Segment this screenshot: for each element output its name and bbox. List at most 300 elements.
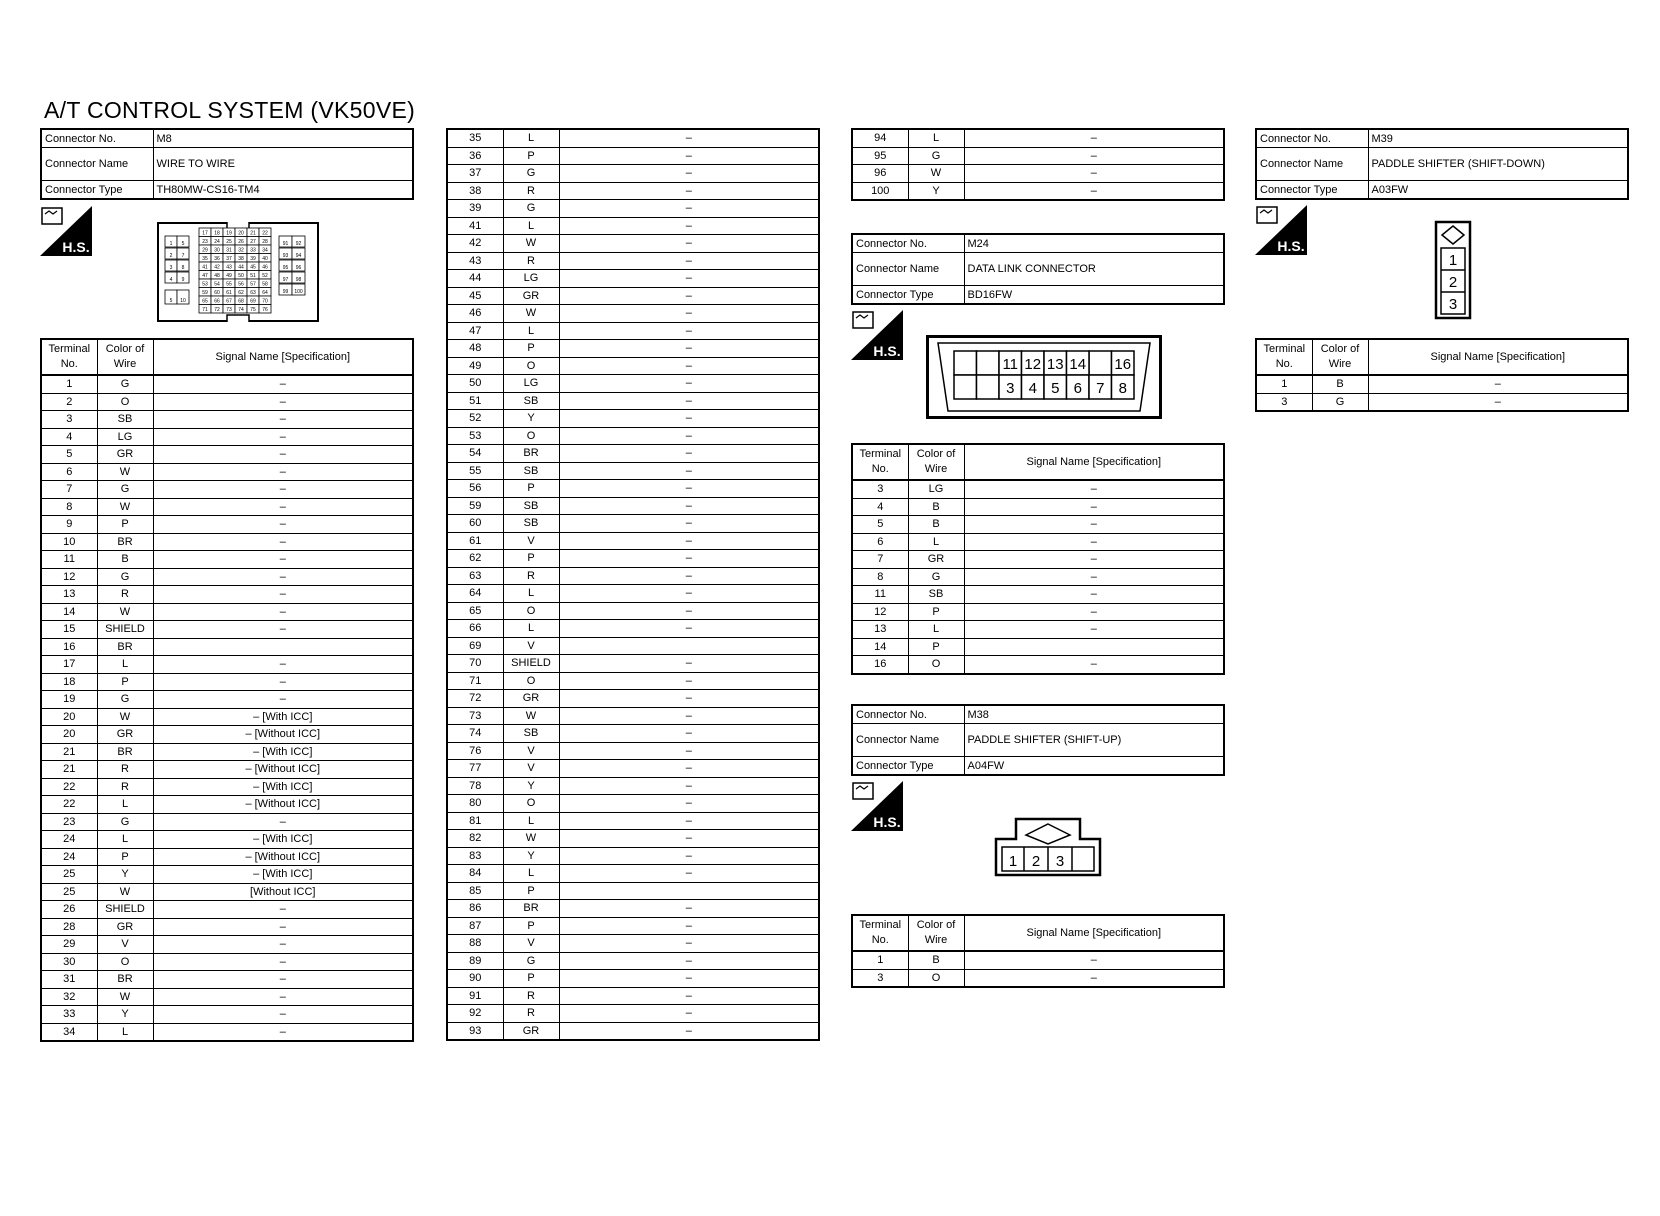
terminal-no-cell: 13 bbox=[41, 586, 97, 604]
m8-terminal-panel-b bbox=[446, 128, 820, 1041]
wire-color-cell: Y bbox=[97, 866, 153, 884]
m8-pin-label: 70 bbox=[262, 298, 268, 305]
signal-name-cell: – bbox=[559, 147, 819, 165]
wire-color-cell: SHIELD bbox=[503, 655, 559, 673]
terminal-no-cell: 62 bbox=[447, 550, 503, 568]
signal-name-cell: – bbox=[153, 673, 413, 691]
table-row bbox=[447, 270, 819, 288]
terminal-no-cell: 72 bbox=[447, 690, 503, 708]
m39-terminal-panel bbox=[1255, 338, 1629, 412]
signal-name-cell: – bbox=[559, 357, 819, 375]
table-row bbox=[447, 182, 819, 200]
wire-color-cell: V bbox=[503, 760, 559, 778]
table-row bbox=[447, 917, 819, 935]
terminal-no-cell: 92 bbox=[447, 1005, 503, 1023]
terminal-no-cell: 3 bbox=[41, 411, 97, 429]
connector-no-label: Connector No. bbox=[41, 129, 153, 148]
terminal-no-cell: 83 bbox=[447, 847, 503, 865]
signal-name-cell: – bbox=[559, 165, 819, 183]
wire-color-cell: P bbox=[908, 603, 964, 621]
wire-color-cell: R bbox=[503, 182, 559, 200]
m24-pin-label: 5 bbox=[1051, 380, 1060, 397]
signal-name-cell: – bbox=[559, 182, 819, 200]
signal-name-cell: – bbox=[153, 463, 413, 481]
table-row bbox=[447, 480, 819, 498]
hs-label: H.S. bbox=[62, 239, 90, 255]
table-row bbox=[41, 848, 413, 866]
signal-name-cell: – bbox=[153, 411, 413, 429]
signal-name-cell: – bbox=[559, 602, 819, 620]
wire-color-cell: P bbox=[97, 516, 153, 534]
table-row bbox=[852, 533, 1224, 551]
m38-panel bbox=[851, 704, 1225, 776]
terminal-no-cell: 47 bbox=[447, 322, 503, 340]
signal-name-cell: – bbox=[559, 795, 819, 813]
wire-color-cell: L bbox=[97, 831, 153, 849]
m8-pin-label: 40 bbox=[262, 256, 268, 262]
m8-pin-label: 20 bbox=[238, 230, 244, 237]
terminal-no-cell: 20 bbox=[41, 726, 97, 744]
m38-connector-diagram bbox=[994, 817, 1102, 877]
wire-color-cell: O bbox=[97, 393, 153, 411]
signal-name-cell: – bbox=[559, 497, 819, 515]
wire-color-cell: W bbox=[97, 603, 153, 621]
table-row bbox=[41, 673, 413, 691]
m8-rows-b bbox=[447, 129, 819, 1040]
table-row bbox=[447, 672, 819, 690]
table-row bbox=[447, 445, 819, 463]
signal-name-cell: – bbox=[559, 707, 819, 725]
table-row bbox=[447, 952, 819, 970]
m24-connector-type: BD16FW bbox=[964, 286, 1224, 305]
m8-terminal-table-b bbox=[446, 128, 820, 1041]
wire-color-cell: GR bbox=[503, 690, 559, 708]
m8-pin-label: 19 bbox=[226, 230, 232, 237]
wire-color-cell: V bbox=[503, 935, 559, 953]
m39-pin-1: 1 bbox=[1448, 252, 1458, 269]
terminal-no-cell: 8 bbox=[852, 568, 908, 586]
terminal-no-cell: 36 bbox=[447, 147, 503, 165]
table-row bbox=[447, 812, 819, 830]
connector-name-label: Connector Name bbox=[852, 253, 964, 286]
wire-color-cell: P bbox=[97, 673, 153, 691]
wire-color-cell: BR bbox=[503, 900, 559, 918]
m8-rows-a bbox=[41, 375, 413, 1041]
wire-color-cell: B bbox=[908, 516, 964, 534]
m8-panel bbox=[40, 128, 414, 200]
signal-name-header: Signal Name [Specification] bbox=[964, 444, 1224, 480]
signal-name-header: Signal Name [Specification] bbox=[964, 915, 1224, 951]
table-row bbox=[41, 883, 413, 901]
wire-color-cell: BR bbox=[503, 445, 559, 463]
wire-color-cell: L bbox=[503, 129, 559, 147]
signal-name-cell: – bbox=[559, 865, 819, 883]
wire-color-cell: O bbox=[503, 672, 559, 690]
signal-name-cell: – bbox=[559, 987, 819, 1005]
m8-pin-label: 73 bbox=[226, 307, 232, 313]
m24-pin-label: 16 bbox=[1114, 356, 1132, 373]
table-row bbox=[447, 357, 819, 375]
signal-name-cell: – bbox=[153, 551, 413, 569]
m8-pin-label: 5 bbox=[181, 241, 185, 247]
terminal-no-cell: 66 bbox=[447, 620, 503, 638]
signal-name-cell: – bbox=[559, 917, 819, 935]
table-row bbox=[41, 866, 413, 884]
wire-color-cell: L bbox=[908, 621, 964, 639]
wire-color-cell: L bbox=[908, 533, 964, 551]
wire-color-cell: P bbox=[503, 917, 559, 935]
table-row bbox=[447, 690, 819, 708]
wire-color-cell: L bbox=[503, 620, 559, 638]
wire-color-cell: G bbox=[503, 200, 559, 218]
connector-name-label: Connector Name bbox=[852, 724, 964, 757]
table-row bbox=[447, 725, 819, 743]
table-row bbox=[41, 901, 413, 919]
terminal-no-cell: 4 bbox=[41, 428, 97, 446]
wire-color-cell: SHIELD bbox=[97, 621, 153, 639]
table-row bbox=[41, 516, 413, 534]
m39-rows bbox=[1256, 375, 1628, 411]
terminal-no-cell: 12 bbox=[41, 568, 97, 586]
signal-name-cell: – bbox=[964, 498, 1224, 516]
m8-pin-label: 26 bbox=[238, 239, 244, 245]
wire-color-cell: SB bbox=[908, 586, 964, 604]
terminal-no-cell: 1 bbox=[1256, 375, 1312, 393]
table-row bbox=[852, 969, 1224, 987]
signal-name-cell: – bbox=[964, 165, 1224, 183]
m8-pin-label: 8 bbox=[181, 265, 185, 271]
signal-name-cell: – bbox=[559, 532, 819, 550]
m38-terminal-table bbox=[851, 914, 1225, 988]
m8-pin-label: 17 bbox=[202, 230, 208, 237]
m8-pin-label: 60 bbox=[214, 290, 220, 296]
signal-name-cell: – bbox=[559, 567, 819, 585]
hs-label: H.S. bbox=[873, 343, 901, 359]
table-row bbox=[447, 987, 819, 1005]
m8-pin-label: 96 bbox=[295, 265, 302, 271]
hs-badge-icon bbox=[40, 206, 92, 256]
wire-color-cell: BR bbox=[97, 533, 153, 551]
m38-connector-no: M38 bbox=[964, 705, 1224, 724]
table-row bbox=[447, 375, 819, 393]
m8-pin-label: 39 bbox=[250, 256, 256, 262]
terminal-no-cell: 14 bbox=[41, 603, 97, 621]
signal-name-cell: – bbox=[559, 129, 819, 147]
m8-pin-label: 21 bbox=[250, 230, 256, 237]
color-of-wire-header: Color of Wire bbox=[908, 444, 964, 480]
terminal-no-cell: 59 bbox=[447, 497, 503, 515]
terminal-no-cell: 1 bbox=[852, 951, 908, 969]
color-of-wire-header: Color of Wire bbox=[97, 339, 153, 375]
m8-pin-label: 72 bbox=[214, 307, 220, 313]
wire-color-cell: O bbox=[503, 427, 559, 445]
m8-pin-label: 38 bbox=[238, 256, 244, 262]
signal-name-cell: – bbox=[559, 340, 819, 358]
signal-name-cell: – [Without ICC] bbox=[153, 848, 413, 866]
table-row bbox=[447, 165, 819, 183]
m8-pin-label: 66 bbox=[214, 298, 220, 305]
signal-name-cell: [Without ICC] bbox=[153, 883, 413, 901]
terminal-no-cell: 91 bbox=[447, 987, 503, 1005]
wire-color-cell: G bbox=[97, 481, 153, 499]
signal-name-cell: – bbox=[559, 812, 819, 830]
hs-badge-icon bbox=[851, 781, 903, 831]
table-row bbox=[852, 638, 1224, 656]
terminal-no-cell: 31 bbox=[41, 971, 97, 989]
m8-pin-label: 49 bbox=[226, 273, 232, 279]
m24-connector-diagram bbox=[926, 335, 1162, 419]
table-row bbox=[447, 935, 819, 953]
m8-pin-label: 27 bbox=[250, 239, 256, 245]
signal-name-cell: – bbox=[153, 603, 413, 621]
table-row bbox=[447, 830, 819, 848]
signal-name-cell: – bbox=[964, 129, 1224, 147]
wire-color-cell: O bbox=[908, 969, 964, 987]
connector-name-label: Connector Name bbox=[41, 148, 153, 181]
m8-pin-label: 28 bbox=[262, 239, 268, 245]
signal-name-cell: – bbox=[153, 1006, 413, 1024]
terminal-no-cell: 5 bbox=[852, 516, 908, 534]
terminal-no-cell: 24 bbox=[41, 831, 97, 849]
signal-name-cell: – bbox=[1368, 375, 1628, 393]
signal-name-cell: – bbox=[153, 918, 413, 936]
terminal-no-cell: 95 bbox=[852, 147, 908, 165]
signal-name-cell: – bbox=[964, 568, 1224, 586]
m8-terminal-table-c bbox=[851, 128, 1225, 201]
terminal-no-cell: 64 bbox=[447, 585, 503, 603]
m8-pin-label: 98 bbox=[295, 277, 302, 283]
wire-color-cell: W bbox=[503, 830, 559, 848]
signal-name-cell: – bbox=[964, 621, 1224, 639]
hs-badge-icon bbox=[1255, 205, 1307, 255]
terminal-no-cell: 19 bbox=[41, 691, 97, 709]
signal-name-cell: – bbox=[559, 742, 819, 760]
terminal-no-cell: 33 bbox=[41, 1006, 97, 1024]
m39-terminal-table bbox=[1255, 338, 1629, 412]
m8-pin-label: 71 bbox=[202, 307, 208, 313]
table-row bbox=[41, 761, 413, 779]
table-row bbox=[41, 813, 413, 831]
signal-name-cell: – bbox=[559, 620, 819, 638]
connector-type-label: Connector Type bbox=[852, 757, 964, 776]
m8-pin-label: 4 bbox=[169, 277, 173, 283]
terminal-no-cell: 90 bbox=[447, 970, 503, 988]
terminal-no-cell: 26 bbox=[41, 901, 97, 919]
terminal-no-cell: 25 bbox=[41, 883, 97, 901]
table-row bbox=[41, 586, 413, 604]
terminal-no-cell: 100 bbox=[852, 182, 908, 200]
m8-pin-label: 45 bbox=[250, 264, 256, 271]
m8-pin-label: 62 bbox=[238, 290, 244, 296]
wire-color-cell: B bbox=[908, 498, 964, 516]
table-row bbox=[447, 760, 819, 778]
table-row bbox=[447, 252, 819, 270]
m8-pin-label: 48 bbox=[214, 273, 220, 279]
wire-color-cell: G bbox=[503, 952, 559, 970]
table-row bbox=[41, 621, 413, 639]
m8-pin-label: 55 bbox=[226, 281, 232, 288]
m8-pin-label: 37 bbox=[226, 256, 232, 262]
wire-color-cell: O bbox=[503, 795, 559, 813]
table-row bbox=[41, 463, 413, 481]
terminal-no-header: Terminal No. bbox=[852, 444, 908, 480]
m24-pin-label: 13 bbox=[1046, 356, 1064, 373]
m8-pin-label: 56 bbox=[238, 281, 244, 288]
m38-connector-name: PADDLE SHIFTER (SHIFT-UP) bbox=[964, 724, 1224, 757]
m39-pin-2: 2 bbox=[1448, 274, 1458, 291]
m8-pin-label: 51 bbox=[250, 273, 256, 279]
m8-pin-label: 33 bbox=[250, 247, 256, 254]
table-row bbox=[41, 708, 413, 726]
terminal-no-cell: 41 bbox=[447, 217, 503, 235]
table-row bbox=[852, 165, 1224, 183]
signal-name-cell: – bbox=[964, 516, 1224, 534]
m8-pin-label: 74 bbox=[238, 307, 244, 313]
m8-info-table bbox=[40, 128, 414, 200]
table-row bbox=[41, 691, 413, 709]
terminal-no-cell: 18 bbox=[41, 673, 97, 691]
wire-color-cell: Y bbox=[97, 1006, 153, 1024]
connector-no-label: Connector No. bbox=[852, 705, 964, 724]
signal-name-cell: – bbox=[964, 969, 1224, 987]
m8-pin-label: 30 bbox=[214, 247, 220, 254]
table-row bbox=[447, 200, 819, 218]
signal-name-cell: – bbox=[559, 305, 819, 323]
wire-color-cell: G bbox=[908, 147, 964, 165]
terminal-no-cell: 22 bbox=[41, 796, 97, 814]
table-row bbox=[41, 831, 413, 849]
wire-color-cell: SB bbox=[503, 725, 559, 743]
table-row bbox=[447, 147, 819, 165]
terminal-no-cell: 35 bbox=[447, 129, 503, 147]
terminal-no-cell: 9 bbox=[41, 516, 97, 534]
signal-name-cell: – bbox=[153, 936, 413, 954]
wire-color-cell: P bbox=[97, 848, 153, 866]
table-row bbox=[1256, 393, 1628, 411]
wire-color-cell: R bbox=[97, 761, 153, 779]
wire-color-cell: GR bbox=[503, 287, 559, 305]
table-row bbox=[447, 550, 819, 568]
signal-name-cell: – bbox=[559, 550, 819, 568]
terminal-no-cell: 55 bbox=[447, 462, 503, 480]
wire-color-cell: G bbox=[97, 375, 153, 393]
m24-pin-label: 11 bbox=[1002, 356, 1019, 373]
terminal-no-cell: 13 bbox=[852, 621, 908, 639]
table-row bbox=[447, 497, 819, 515]
m24-pin-cell bbox=[1089, 351, 1112, 375]
signal-name-cell: – bbox=[559, 375, 819, 393]
m8-pin-label: 1 bbox=[169, 241, 173, 247]
wire-color-cell: Y bbox=[908, 182, 964, 200]
terminal-no-header: Terminal No. bbox=[41, 339, 97, 375]
wire-color-cell: LG bbox=[97, 428, 153, 446]
wire-color-cell: BR bbox=[97, 971, 153, 989]
signal-name-cell: – bbox=[1368, 393, 1628, 411]
signal-name-cell: – bbox=[559, 252, 819, 270]
wire-color-cell: W bbox=[503, 305, 559, 323]
wire-color-cell: SB bbox=[503, 515, 559, 533]
terminal-no-cell: 60 bbox=[447, 515, 503, 533]
wire-color-cell: R bbox=[97, 586, 153, 604]
table-row bbox=[852, 656, 1224, 674]
terminal-no-cell: 4 bbox=[852, 498, 908, 516]
m8-pin-label: 67 bbox=[226, 298, 232, 305]
m24-connector-no: M24 bbox=[964, 234, 1224, 253]
wire-color-cell: G bbox=[97, 813, 153, 831]
signal-name-cell: – bbox=[559, 952, 819, 970]
terminal-no-cell: 85 bbox=[447, 882, 503, 900]
m8-pin-label: 93 bbox=[282, 253, 289, 259]
wire-color-cell: P bbox=[503, 970, 559, 988]
wire-color-cell: SB bbox=[97, 411, 153, 429]
m8-pin-label: 35 bbox=[202, 256, 208, 262]
wire-color-cell: O bbox=[503, 602, 559, 620]
m24-pin-cell bbox=[954, 351, 977, 375]
table-row bbox=[41, 743, 413, 761]
wire-color-cell: G bbox=[908, 568, 964, 586]
wire-color-cell: G bbox=[503, 165, 559, 183]
terminal-no-cell: 10 bbox=[41, 533, 97, 551]
m8-pin-label: 41 bbox=[202, 264, 208, 271]
m24-rows bbox=[852, 480, 1224, 674]
table-row bbox=[852, 551, 1224, 569]
terminal-no-cell: 3 bbox=[1256, 393, 1312, 411]
signal-name-cell: – bbox=[964, 182, 1224, 200]
signal-name-cell: – bbox=[153, 533, 413, 551]
terminal-no-cell: 8 bbox=[41, 498, 97, 516]
signal-name-cell: – bbox=[153, 393, 413, 411]
wire-color-cell: V bbox=[503, 742, 559, 760]
terminal-no-cell: 6 bbox=[852, 533, 908, 551]
m8-pin-label: 94 bbox=[295, 253, 302, 259]
wire-color-cell: SB bbox=[503, 462, 559, 480]
m8-terminal-table-a bbox=[40, 338, 414, 1042]
m8-terminal-panel-c bbox=[851, 128, 1225, 201]
wire-color-cell: BR bbox=[97, 743, 153, 761]
terminal-no-cell: 84 bbox=[447, 865, 503, 883]
terminal-no-cell: 37 bbox=[447, 165, 503, 183]
table-row bbox=[447, 532, 819, 550]
terminal-no-cell: 34 bbox=[41, 1023, 97, 1041]
wire-color-cell: SB bbox=[503, 497, 559, 515]
m8-pin-label: 54 bbox=[214, 281, 220, 288]
table-row bbox=[447, 217, 819, 235]
terminal-no-cell: 24 bbox=[41, 848, 97, 866]
m24-pin-label: 3 bbox=[1006, 380, 1015, 397]
m24-pin-cell bbox=[954, 375, 977, 399]
wire-color-cell: Y bbox=[503, 777, 559, 795]
table-row bbox=[1256, 375, 1628, 393]
hs-label: H.S. bbox=[1277, 238, 1305, 254]
wire-color-cell: V bbox=[97, 936, 153, 954]
terminal-no-cell: 32 bbox=[41, 988, 97, 1006]
terminal-no-cell: 7 bbox=[852, 551, 908, 569]
m8-pin-label: 46 bbox=[262, 264, 268, 271]
signal-name-cell: – bbox=[153, 953, 413, 971]
signal-name-cell: – bbox=[559, 270, 819, 288]
wire-color-cell: L bbox=[503, 217, 559, 235]
signal-name-cell: – bbox=[559, 287, 819, 305]
terminal-no-cell: 63 bbox=[447, 567, 503, 585]
table-row bbox=[41, 551, 413, 569]
table-row bbox=[41, 533, 413, 551]
table-row bbox=[852, 568, 1224, 586]
wire-color-cell: GR bbox=[503, 1022, 559, 1040]
table-row bbox=[41, 393, 413, 411]
terminal-no-cell: 38 bbox=[447, 182, 503, 200]
terminal-no-cell: 93 bbox=[447, 1022, 503, 1040]
table-row bbox=[447, 970, 819, 988]
